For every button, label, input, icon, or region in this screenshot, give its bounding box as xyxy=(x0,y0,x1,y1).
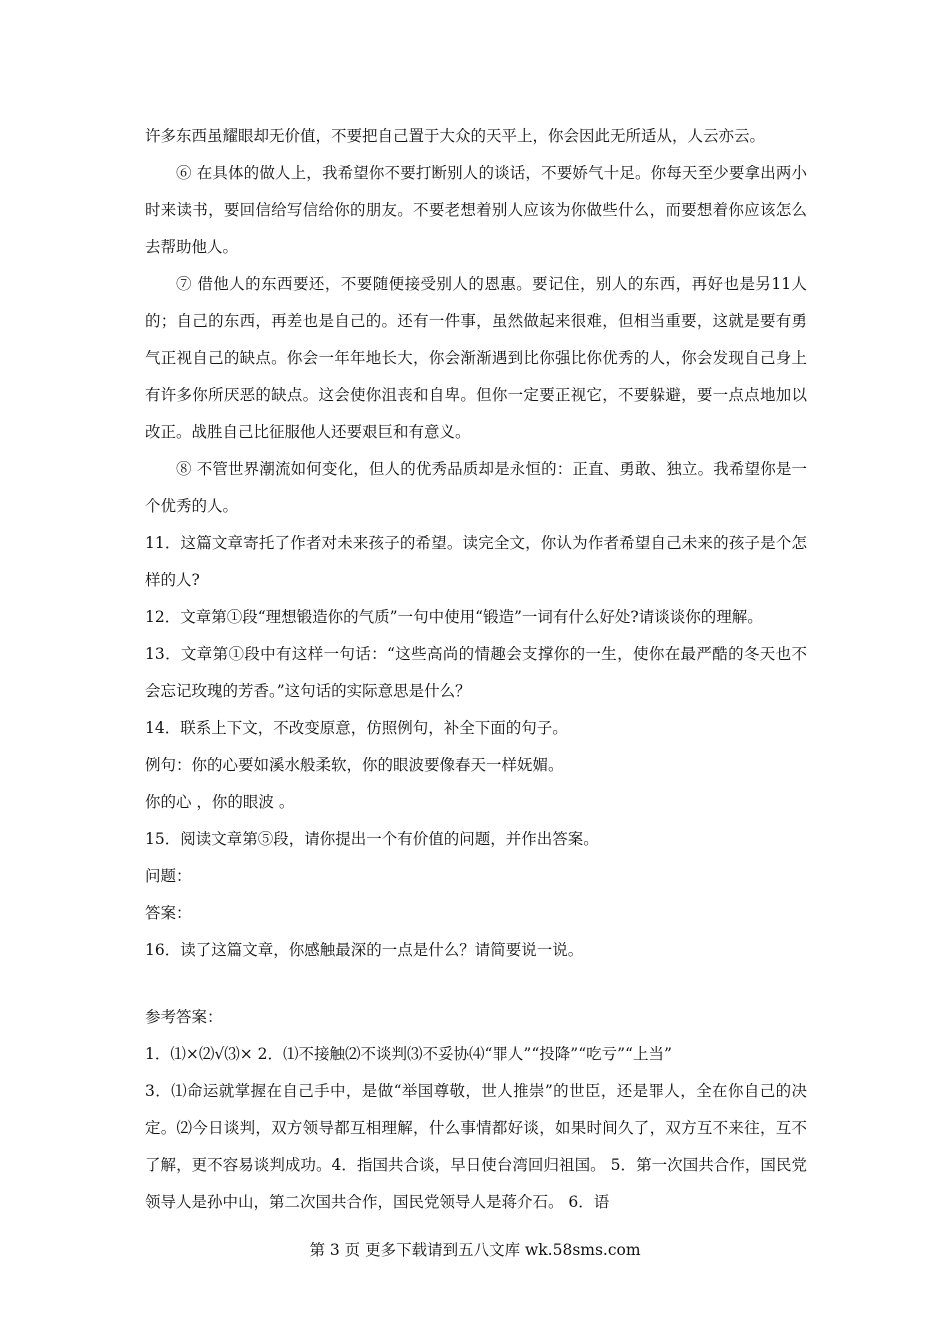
answer-3-6: 3．⑴命运就掌握在自己手中，是做“举国尊敬，世人推崇”的世臣，还是罪人，全在你自己的决定。⑵今日谈判，双方领导都互相理解，什么事情都好谈，如果时间久了，双方互不来往，互不了解，更不容易谈判成功。4．指国共合谈，早日使台湾回归祖国。 5．第一次国共合作，国民党领导人是孙中山，第二次国共合作，国民党领导人是蒋介石。 6．语 xyxy=(145,1082,807,1211)
question-14: 14．联系上下文，不改变原意，仿照例句，补全下面的句子。 xyxy=(145,719,568,737)
question-12: 12．文章第①段“理想锻造你的气质”一句中使用“锻造”一词有什么好处?请谈谈你的理解。 xyxy=(145,608,763,626)
page-content xyxy=(145,118,807,1221)
question-15-answer-label: 答案： xyxy=(145,904,192,922)
passage-paragraph-intro: 许多东西虽耀眼却无价值，不要把自己置于大众的天平上，你会因此无所适从，人云亦云。 xyxy=(145,127,766,145)
question-14-blank: 你的心 ，你的眼波 。 xyxy=(145,793,295,811)
answer-1-2: 1．⑴×⑵√⑶× 2．⑴不接触⑵不谈判⑶不妥协⑷“罪人”“投降”“吃亏”“上当” xyxy=(145,1045,672,1063)
page-footer: 第 3 页 更多下载请到五八文库 wk.58sms.com xyxy=(309,1241,641,1259)
question-16: 16．读了这篇文章，你感触最深的一点是什么？请简要说一说。 xyxy=(145,941,584,959)
section-gap xyxy=(145,969,807,999)
question-11: 11．这篇文章寄托了作者对未来孩子的希望。读完全文，你认为作者希望自己未来的孩子是个怎样的人? xyxy=(145,534,807,589)
passage-paragraph-7: ⑦ 借他人的东西要还，不要随便接受别人的恩惠。要记住，别人的东西，再好也是另11人的；自己的东西，再差也是自己的。还有一件事，虽然做起来很难，但相当重要，这就是要有勇气正视自己的缺点。你会一年年地长大，你会渐渐遇到比你强比你优秀的人，你会发现自己身上有许多你所厌恶的缺点。这会使你沮丧和自卑。但你一定要正视它，不要躲避，要一点点地加以改正。战胜自己比征服他人还要艰巨和有意义。 xyxy=(145,275,807,441)
passage-paragraph-8: ⑧ 不管世界潮流如何变化，但人的优秀品质却是永恒的：正直、勇敢、独立。我希望你是一个优秀的人。 xyxy=(145,460,807,515)
question-15-question-label: 问题： xyxy=(145,867,192,885)
question-13: 13．文章第①段中有这样一句话：“这些高尚的情趣会支撑你的一生，使你在最严酷的冬天也不会忘记玫瑰的芳香。”这句话的实际意思是什么？ xyxy=(145,645,807,700)
passage-paragraph-6: ⑥ 在具体的做人上，我希望你不要打断别人的谈话，不要娇气十足。你每天至少要拿出两小时来读书，要回信给写信给你的朋友。不要老想着别人应该为你做些什么，而要想着你应该怎么去帮助他人。 xyxy=(145,164,807,256)
answers-heading: 参考答案： xyxy=(145,1008,223,1026)
question-14-example: 例句：你的心要如溪水般柔软，你的眼波要像春天一样妩媚。 xyxy=(145,756,564,774)
question-15: 15．阅读文章第⑤段，请你提出一个有价值的问题，并作出答案。 xyxy=(145,830,599,848)
